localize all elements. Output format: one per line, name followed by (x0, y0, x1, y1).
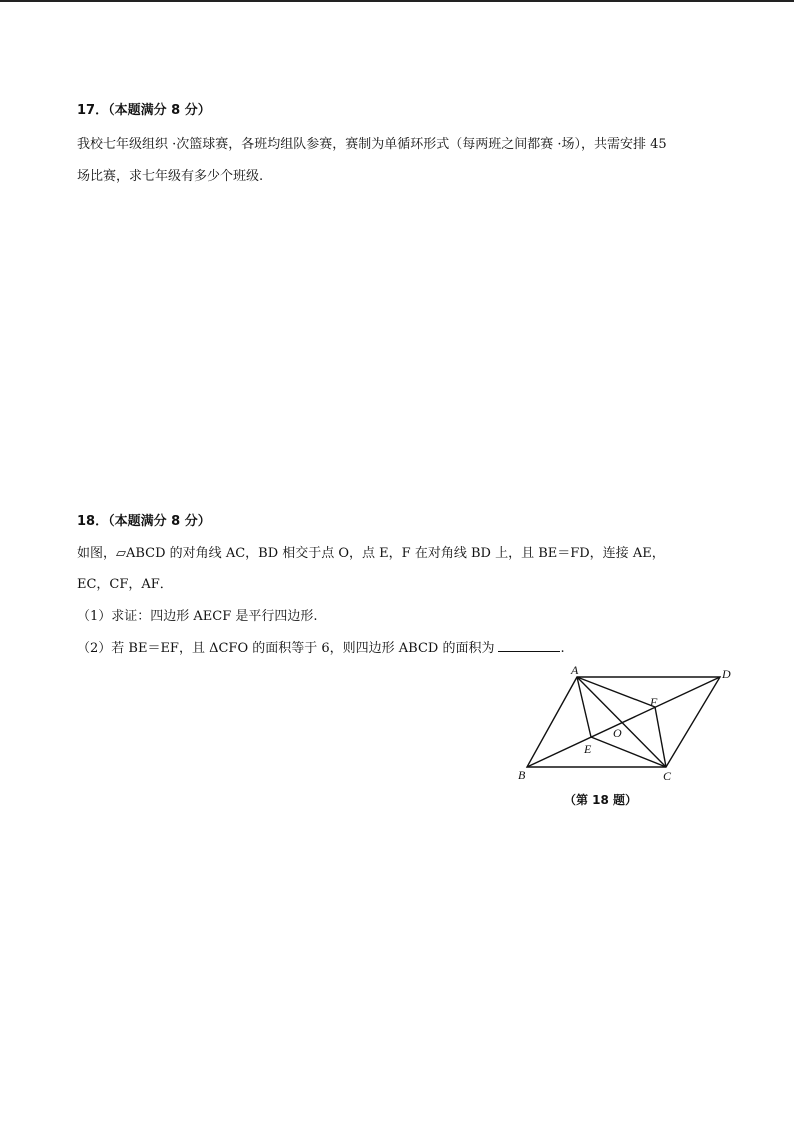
q18-heading: 18．（本题满分 8 分） (77, 514, 211, 529)
q18-part-2-row (77, 639, 565, 658)
segment-ae (577, 677, 591, 737)
page-top-rule (0, 0, 794, 2)
label-a: A (571, 663, 579, 677)
q18-part-2: （2）若 BE＝EF，且 ΔCFO 的面积等于 6，则四边形 ABCD 的面积为 (77, 641, 495, 656)
q18-line-2: EC，CF，AF． (77, 577, 173, 592)
q18-line-1: 如图，▱ABCD 的对角线 AC，BD 相交于点 O，点 E，F 在对角线 BD 上，且 BE＝FD，连接 AE， (77, 546, 665, 561)
q18-part-1: （1）求证：四边形 AECF 是平行四边形. (77, 609, 318, 624)
label-d: D (722, 667, 731, 681)
figure-caption: （第 18 题） (564, 793, 638, 807)
q17-line-2: 场比赛，求七年级有多少个班级. (77, 169, 264, 184)
label-b: B (518, 768, 526, 782)
label-f: F (650, 695, 658, 709)
segment-ec (591, 737, 666, 767)
q18-part-2-end: . (560, 641, 565, 656)
label-c: C (663, 769, 672, 783)
label-e: E (584, 742, 592, 756)
answer-blank (498, 639, 560, 652)
diagonal-bd (527, 677, 720, 767)
label-o: O (613, 726, 622, 740)
q17-line-1: 我校七年级组织 ·次篮球赛，各班均组队参赛，赛制为单循环形式（每两班之间都赛 ·场），共需安排 45 (77, 137, 667, 152)
segment-af (577, 677, 655, 707)
parallelogram-figure (510, 662, 740, 787)
q17-heading: 17．（本题满分 8 分） (77, 103, 211, 118)
